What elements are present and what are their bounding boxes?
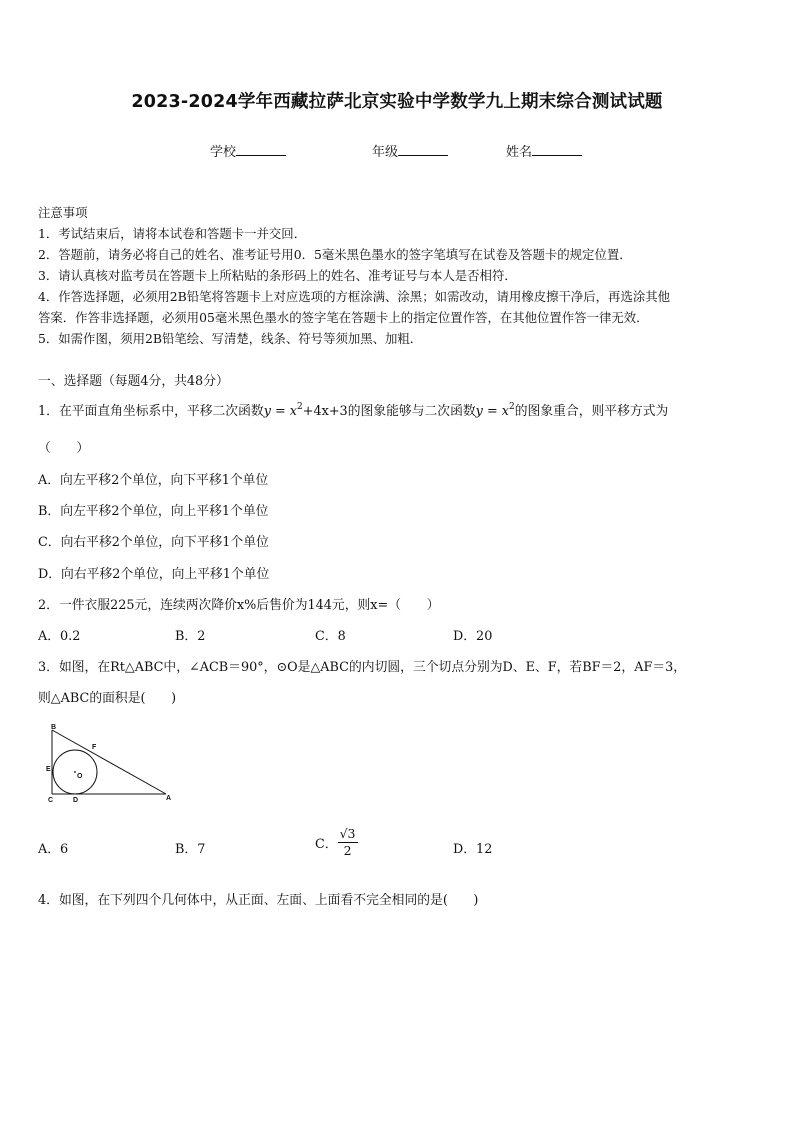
question-3-stem-line2: 则△ABC的面积是( ) (38, 691, 177, 706)
q2-option-d: D．20 (453, 629, 493, 644)
grade-blank (398, 143, 448, 156)
notes-heading: 注意事项 (38, 205, 88, 220)
q1-option-c: C．向右平移2个单位，向下平移1个单位 (38, 535, 269, 550)
q1-answer-paren: （ ） (38, 441, 90, 456)
q3-option-c-fraction (338, 826, 358, 859)
note-item: 答案．作答非选择题，必须用05毫米黑色墨水的签字笔在答题卡上的指定位置作答，在其他位置作答一律无效． (38, 310, 649, 325)
q1-suffix: 的图象重合，则平移方式为 (514, 404, 669, 419)
school-field (210, 141, 286, 160)
side-ab (52, 730, 166, 794)
question-3-stem-line1: 3．如图，在Rt△ABC中，∠ACB＝90°，⊙O是△ABC的内切圆，三个切点分别为D、E、F，若BF＝2，AF＝3， (38, 660, 687, 675)
center-dot (74, 771, 76, 773)
page-title: 2023-2024学年西藏拉萨北京实验中学数学九上期末综合测试试题 (131, 92, 663, 112)
grade-label: 年级 (372, 145, 399, 160)
name-label: 姓名 (506, 145, 533, 160)
label-f: F (92, 744, 97, 751)
fraction-numerator: √3 (339, 826, 356, 841)
triangle-incircle-figure (42, 720, 184, 804)
q3-option-c-prefix: C． (315, 837, 338, 852)
q3-option-d: D．12 (453, 842, 493, 857)
q1-prefix: 1．在平面直角坐标系中，平移二次函数 (38, 404, 264, 419)
question-4-stem: 4．如图，在下列四个几何体中，从正面、左面、上面看不完全相同的是( ) (38, 893, 479, 908)
q1-option-a: A．向左平移2个单位，向下平移1个单位 (38, 473, 269, 488)
q1-expr1: $y = x^2+4x+3$ (263, 402, 348, 419)
school-blank (236, 143, 286, 156)
q3-option-c (315, 826, 358, 859)
q1-option-d: D．向右平移2个单位，向上平移1个单位 (38, 567, 270, 582)
q3-option-b: B．7 (175, 842, 206, 857)
q1-option-b: B．向左平移2个单位，向上平移1个单位 (38, 504, 269, 519)
name-blank (532, 143, 582, 156)
section-heading: 一、选择题（每题4分，共48分） (38, 374, 229, 389)
name-field (506, 141, 582, 160)
note-item: 4．作答选择题，必须用2B铅笔将答题卡上对应选项的方框涂满、涂黑；如需改动，请用橡皮擦干净后，再选涂其他 (38, 289, 671, 304)
note-item: 5．如需作图，须用2B铅笔绘、写清楚，线条、符号等须加黑、加粗． (38, 331, 423, 346)
q1-expr2: $y = x^2$ (475, 402, 515, 419)
question-2-stem: 2．一件衣服225元，连续两次降价x%后售价为144元，则x=（ ） (38, 598, 440, 613)
label-a: A (166, 795, 172, 802)
fraction-denominator: 2 (343, 843, 352, 858)
note-item: 2．答题前，请务必将自己的姓名、准考证号用0．5毫米黑色墨水的签字笔填写在试卷及答题卡的规定位置． (38, 247, 632, 262)
label-d: D (73, 797, 79, 804)
label-b: B (51, 724, 57, 731)
question-1-stem (38, 400, 668, 419)
school-label: 学校 (210, 145, 237, 160)
note-item: 1．考试结束后，请将本试卷和答题卡一并交回． (38, 226, 307, 241)
grade-field (372, 141, 448, 160)
q1-mid: 的图象能够与二次函数 (347, 404, 476, 419)
label-o: O (77, 773, 83, 780)
q3-option-a: A．6 (38, 842, 69, 857)
q2-option-b: B．2 (175, 629, 206, 644)
q2-option-a: A．0.2 (38, 629, 81, 644)
label-c: C (48, 797, 54, 804)
label-e: E (46, 766, 51, 773)
note-item: 3．请认真核对监考员在答题卡上所粘贴的条形码上的姓名、准考证号与本人是否相符． (38, 268, 517, 283)
q2-option-c: C．8 (315, 629, 346, 644)
